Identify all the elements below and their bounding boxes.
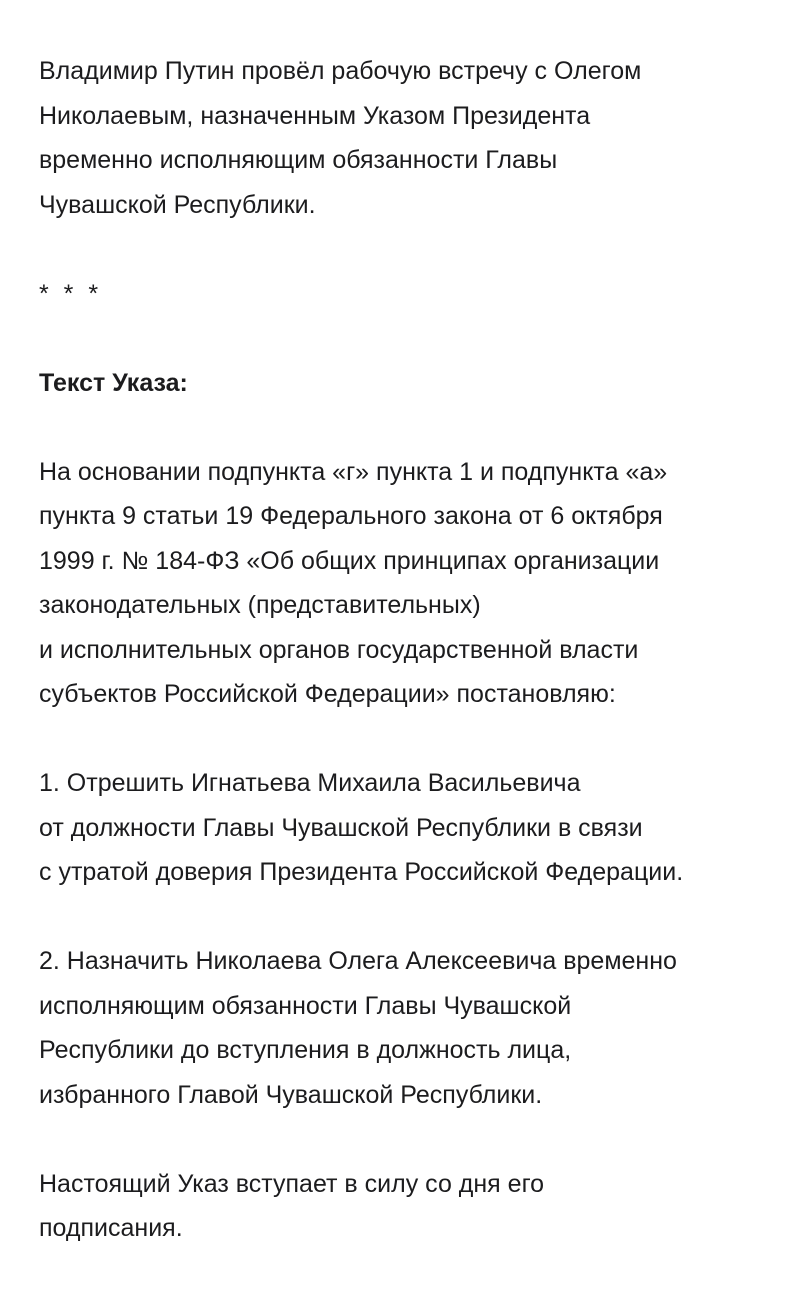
text-line: подписания. [39, 1214, 183, 1242]
text-line: Республики до вступления в должность лица, [39, 1036, 572, 1064]
decree-heading: Текст Указа: [39, 368, 188, 397]
text-line: субъектов Российской Федерации» постановляю: [39, 680, 616, 708]
text-line: временно исполняющим обязанности Главы [39, 146, 558, 174]
decree-item-1 [39, 761, 759, 895]
decree-closing [39, 1162, 759, 1251]
text-line: избранного Главой Чувашской Республики. [39, 1080, 543, 1109]
text-line: 1999 г. № 184-ФЗ «Об общих принципах организации [39, 546, 660, 575]
text-line: Настоящий Указ вступает в силу со дня его [39, 1169, 545, 1198]
text-line: 1. Отрешить Игнатьева Михаила Васильевича [39, 769, 581, 797]
text-line: Владимир Путин провёл рабочую встречу с Олегом [39, 57, 642, 85]
text-line: и исполнительных органов государственной власти [39, 635, 639, 664]
text-line: законодательных (представительных) [39, 591, 481, 619]
article-body [39, 49, 759, 1295]
section-separator: * * * [39, 279, 103, 308]
text-line: от должности Главы Чувашской Республики в связи [39, 813, 643, 842]
text-line: На основании подпункта «г» пункта 1 и подпункта «а» [39, 457, 668, 486]
text-line: исполняющим обязанности Главы Чувашской [39, 991, 572, 1020]
decree-item-2 [39, 939, 759, 1117]
intro-paragraph [39, 49, 759, 227]
text-line: Николаевым, назначенным Указом Президента [39, 101, 591, 130]
text-line: пункта 9 статьи 19 Федерального закона от 6 октября [39, 502, 663, 530]
text-line: с утратой доверия Президента Российской Федерации. [39, 858, 684, 886]
text-line: 2. Назначить Николаева Олега Алексеевича временно [39, 947, 677, 975]
decree-preamble [39, 450, 759, 717]
text-line: Чувашской Республики. [39, 190, 316, 219]
